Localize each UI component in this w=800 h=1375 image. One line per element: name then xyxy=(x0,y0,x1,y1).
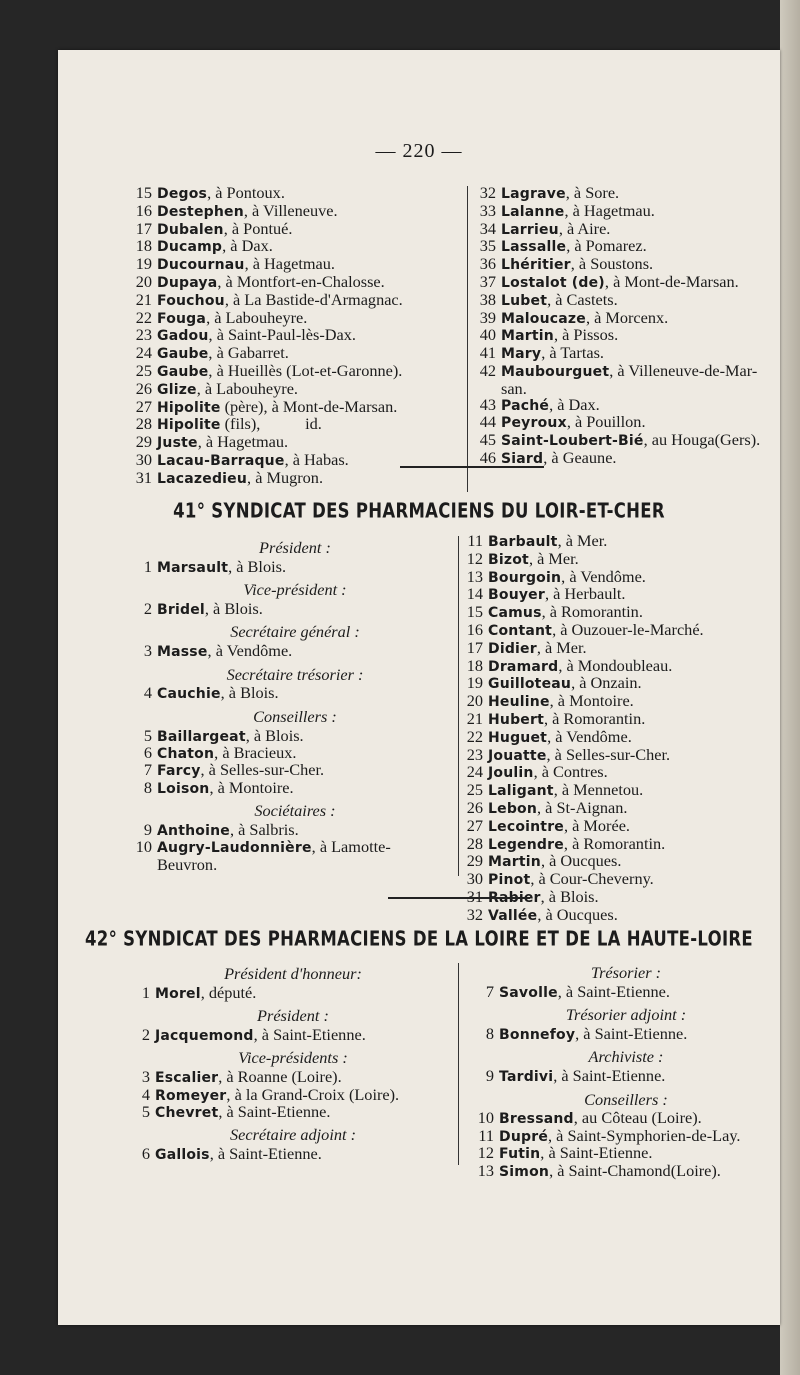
entry-number: 26 xyxy=(135,378,152,398)
entry-number: 22 xyxy=(466,726,483,746)
entry-location: , à Saint-Chamond(Loire). xyxy=(549,1160,721,1180)
entry-location: , à Mer. xyxy=(557,531,608,550)
entry-name: Bonnefoy xyxy=(499,1027,576,1043)
entry-number: 46 xyxy=(479,447,496,467)
entry-location: , à Romorantin. xyxy=(563,833,666,853)
entry-location: , à Saint-Etienne. xyxy=(557,981,670,1001)
entry-number: 24 xyxy=(135,343,152,363)
entry-name: Jacquemond xyxy=(155,1028,254,1044)
section-42-title: 42° SYNDICAT DES PHARMACIENS DE LA LOIRE ET DE LA HAUTE-LOIRE xyxy=(85,926,753,951)
entry-location: , à Castets. xyxy=(547,289,618,309)
entry-location: , à la Grand-Croix (Loire). xyxy=(226,1084,400,1104)
entry-name: Fouchou xyxy=(157,292,225,309)
entry-location: , à Montoire. xyxy=(549,691,634,711)
entry-location: , à Vendôme. xyxy=(547,726,632,746)
entry-location: , à Sore. xyxy=(565,183,620,202)
entry-location: , à Gabarret. xyxy=(208,343,289,363)
entry-name: Gaube xyxy=(157,346,209,363)
entry-location: , à Dax. xyxy=(222,236,273,256)
entry-location: , à Contres. xyxy=(533,762,608,782)
entry-location: Beuvron. xyxy=(157,854,218,874)
list-item xyxy=(474,271,780,292)
entry-name: Chaton xyxy=(157,746,215,763)
entry-number: 28 xyxy=(466,833,483,853)
entry-name: Lhéritier xyxy=(501,257,571,274)
entry-location: , à Labouheyre. xyxy=(196,378,298,398)
list-item xyxy=(130,416,460,434)
entry-name: Bouyer xyxy=(488,587,545,604)
entry-name: Anthoine xyxy=(157,823,230,840)
entry-name: Marsault xyxy=(157,559,229,576)
entry-number: 41 xyxy=(479,343,496,363)
entry-location: , à Blois. xyxy=(204,599,263,618)
entry-location: , à Mugron. xyxy=(247,467,324,487)
entry-name: Martin xyxy=(488,854,541,871)
entry-name: Paché xyxy=(501,397,550,414)
entry-location: , à Saint-Etienne. xyxy=(218,1102,331,1122)
entry-number: 35 xyxy=(479,236,496,256)
list-item xyxy=(130,643,460,660)
entry-location: , à Herbault. xyxy=(544,584,626,604)
page-number: — 220 — xyxy=(375,140,463,162)
list-item xyxy=(130,685,460,702)
entry-number: 17 xyxy=(466,637,483,657)
entry-name: Augry-Laudonnière xyxy=(157,840,312,857)
list-item xyxy=(130,777,460,797)
entry-name: Gadou xyxy=(157,328,209,345)
entry-name: Glize xyxy=(157,381,197,398)
entry-name: Morel xyxy=(155,985,201,1002)
list-item xyxy=(461,744,780,765)
role-heading: Président d'honneur: xyxy=(224,964,362,983)
entry-location: , à Saint-Etienne. xyxy=(540,1143,653,1163)
entry-name: Didier xyxy=(488,640,537,657)
entry-name: Gallois xyxy=(155,1147,210,1164)
entry-name: Lostalot (de) xyxy=(501,274,605,291)
entry-number: 16 xyxy=(466,619,483,639)
role-heading: Vice-présidents : xyxy=(238,1048,348,1068)
list-item xyxy=(128,982,458,1002)
entry-name: Gaube xyxy=(157,363,209,380)
entry-location: , à Pouillon. xyxy=(566,412,646,432)
entry-number: 20 xyxy=(135,271,152,291)
entry-number: 2 xyxy=(141,1025,150,1044)
entry-location: , à Hueillès (Lot-et-Garonne). xyxy=(208,360,403,380)
entry-number: 20 xyxy=(466,691,483,711)
entry-number: 30 xyxy=(135,449,152,469)
section-41-left xyxy=(130,534,460,873)
role-heading: Trésorier adjoint : xyxy=(565,1005,687,1025)
entry-name: Hipolite xyxy=(157,417,221,434)
entry-number: 43 xyxy=(479,394,496,414)
role-heading: Trésorier : xyxy=(590,963,662,982)
entry-number: 27 xyxy=(135,396,152,416)
entry-name: Destephen xyxy=(157,203,244,220)
list-item xyxy=(472,1160,780,1180)
list-item xyxy=(474,307,780,328)
role-heading: Archiviste : xyxy=(588,1047,664,1067)
section-41-right xyxy=(461,533,780,925)
entry-number: 3 xyxy=(143,641,152,661)
entry-number: 18 xyxy=(135,236,152,256)
entry-number: 12 xyxy=(477,1143,494,1163)
entry-location: , à Pontué. xyxy=(223,218,293,238)
entry-number: 13 xyxy=(477,1160,494,1180)
entry-name: Escalier xyxy=(155,1070,219,1087)
section-42-right xyxy=(472,959,780,1180)
entry-location: , à Hagetmau. xyxy=(564,200,655,220)
list-item xyxy=(474,327,780,345)
entry-number: 23 xyxy=(466,744,483,764)
entry-location: (père), à Mont-de-Marsan. xyxy=(220,396,398,416)
entry-location: , à Pomarez. xyxy=(566,236,647,256)
entry-number: 7 xyxy=(143,760,152,780)
entry-number: 36 xyxy=(479,254,496,274)
entry-name: Savolle xyxy=(499,984,558,1001)
entry-number: 7 xyxy=(485,981,494,1001)
section-42-left xyxy=(128,960,458,1164)
entry-number: 42 xyxy=(479,360,496,380)
entry-number: 26 xyxy=(466,797,483,817)
list-item xyxy=(130,601,460,618)
entry-location: , à St-Aignan. xyxy=(537,797,628,817)
entry-name: Dramard xyxy=(488,658,559,675)
entry-location: , à Tartas. xyxy=(541,343,604,363)
entry-location: , à Hagetmau. xyxy=(197,432,289,452)
role-heading: Secrétaire général : xyxy=(230,622,360,642)
entry-name: Barbault xyxy=(488,534,558,550)
list-item xyxy=(474,432,780,450)
entry-name: Juste xyxy=(157,435,198,452)
entry-name: Mary xyxy=(501,346,542,363)
entry-location: , à Blois. xyxy=(220,683,279,703)
list-item xyxy=(461,904,780,925)
role-heading: Conseillers : xyxy=(584,1089,668,1109)
entry-name: Chevret xyxy=(155,1105,219,1122)
entry-name: Saint-Loubert-Bié xyxy=(501,433,644,450)
entry-number: 37 xyxy=(479,271,496,291)
entry-location: , à Blois. xyxy=(228,556,287,576)
entry-location: , à Saint-Symphorien-de-Lay. xyxy=(548,1125,741,1145)
entry-location: , à Selles-sur-Cher. xyxy=(546,744,671,764)
entry-location: , à Vendôme. xyxy=(207,641,293,661)
entry-location: , à Saint-Etienne. xyxy=(553,1066,666,1086)
entry-location: san. xyxy=(501,378,527,398)
entry-name: Peyroux xyxy=(501,415,567,432)
entry-location: , à Geaune. xyxy=(543,447,617,467)
entry-location: , à Mer. xyxy=(536,637,587,657)
list-item xyxy=(130,467,460,488)
document-page xyxy=(58,50,780,1325)
entry-name: Futin xyxy=(499,1146,541,1163)
section-separator xyxy=(388,897,530,899)
entry-location: , à Dax. xyxy=(549,394,600,414)
entry-location: , à Salbris. xyxy=(229,820,299,840)
list-item xyxy=(128,1027,458,1044)
entry-location: , à Pontoux. xyxy=(207,183,285,202)
entry-location: , à Saint-Paul-lès-Dax. xyxy=(208,325,356,345)
entry-number: 22 xyxy=(135,307,152,327)
entry-name: Dupré xyxy=(499,1128,549,1145)
entry-name: Camus xyxy=(488,605,542,622)
entry-number: 8 xyxy=(485,1024,494,1043)
entry-location: , à Labouheyre. xyxy=(206,307,308,327)
entry-name: Legendre xyxy=(488,836,564,853)
entry-number: 3 xyxy=(141,1067,150,1087)
entry-name: Jouatte xyxy=(488,747,547,764)
entry-name: Larrieu xyxy=(501,221,559,238)
entry-number: 4 xyxy=(143,683,152,703)
entry-location: , à Blois. xyxy=(540,886,599,906)
entry-location: , à Mennetou. xyxy=(553,780,644,800)
entry-name: Lalanne xyxy=(501,203,565,220)
entry-number: 14 xyxy=(466,584,483,604)
entry-number: 15 xyxy=(466,602,483,622)
entry-number: 29 xyxy=(135,432,152,452)
entry-name: Bressand xyxy=(499,1111,574,1128)
list-item xyxy=(461,619,780,640)
entry-name: Guilloteau xyxy=(488,676,572,693)
entry-number: 18 xyxy=(466,655,483,675)
entry-number: 34 xyxy=(479,218,496,238)
role-heading: Secrétaire adjoint : xyxy=(230,1125,356,1145)
section-41-title: 41° SYNDICAT DES PHARMACIENS DU LOIR-ET-CHER xyxy=(173,498,665,523)
entry-name: Heuline xyxy=(488,694,550,711)
entry-number: 6 xyxy=(141,1144,150,1164)
entry-number: 29 xyxy=(466,851,483,871)
entry-location: , député. xyxy=(200,982,257,1002)
list-item xyxy=(130,822,460,839)
list-item xyxy=(474,200,780,221)
entry-location: , à Pissos. xyxy=(553,325,619,345)
entry-location: , à Morée. xyxy=(564,815,630,835)
entry-number: 5 xyxy=(141,1102,150,1122)
entry-number: 45 xyxy=(479,430,496,450)
entry-location: , à Onzain. xyxy=(571,673,642,693)
entry-name: Baillargeat xyxy=(157,728,246,745)
entry-name: Lebon xyxy=(488,800,538,817)
entry-name: Dubalen xyxy=(157,221,224,238)
entry-number: 24 xyxy=(466,762,483,782)
role-heading: Conseillers : xyxy=(253,706,337,726)
entry-name: Joulin xyxy=(488,765,534,782)
entry-location: , à Vendôme. xyxy=(561,566,646,586)
column-divider xyxy=(458,963,459,1165)
entry-name: Bourgoin xyxy=(488,569,562,586)
entry-number: 31 xyxy=(135,467,152,487)
entry-location: , à Montfort-en-Chalosse. xyxy=(217,271,385,291)
list-item xyxy=(461,533,780,551)
entry-name: Lacazedieu xyxy=(157,470,248,487)
list-item xyxy=(130,200,460,221)
entry-location: , à Mont-de-Marsan. xyxy=(604,271,739,291)
list-item xyxy=(130,762,460,779)
entry-number: 32 xyxy=(479,183,496,202)
entry-number: 31 xyxy=(466,886,483,906)
entry-number: 39 xyxy=(479,307,496,327)
entry-number: 44 xyxy=(479,412,496,432)
entry-name: Pinot xyxy=(488,872,531,889)
entry-location: , à Villeneuve. xyxy=(243,200,338,220)
entry-name: Vallée xyxy=(488,907,538,924)
entry-name: Bizot xyxy=(488,551,529,568)
entry-number: 10 xyxy=(477,1108,494,1128)
adjacent-page-edge xyxy=(780,0,800,1375)
entry-number: 12 xyxy=(466,548,483,568)
entry-number: 4 xyxy=(141,1084,150,1104)
entry-location: , à Saint-Etienne. xyxy=(575,1024,688,1043)
list-item xyxy=(472,1068,780,1085)
entry-location: , à Soustons. xyxy=(570,254,654,274)
entry-number: 16 xyxy=(135,200,152,220)
entry-name: Fouga xyxy=(157,310,207,327)
entry-location: , à Oucques. xyxy=(537,904,618,924)
entry-name: Maubourguet xyxy=(501,363,610,380)
section-separator xyxy=(400,466,544,468)
entry-name: Degos xyxy=(157,186,208,202)
entry-number: 9 xyxy=(485,1066,494,1086)
entry-name: Tardivi xyxy=(499,1069,554,1086)
entry-name: Bridel xyxy=(157,602,205,618)
list-item xyxy=(128,1104,458,1121)
entry-number: 19 xyxy=(135,254,152,274)
entry-location: , au Houga(Gers). xyxy=(643,430,761,450)
role-heading: Secrétaire trésorier : xyxy=(226,664,364,684)
entry-name: Masse xyxy=(157,644,208,661)
entry-name: Ducournau xyxy=(157,257,245,274)
entry-number: 27 xyxy=(466,815,483,835)
entry-location: , à Roanne (Loire). xyxy=(218,1067,342,1087)
list-item xyxy=(474,378,780,398)
entry-name: Lagrave xyxy=(501,186,566,202)
role-heading: Président : xyxy=(259,538,331,557)
entry-location: , à Romorantin. xyxy=(541,602,643,622)
entry-name: Romeyer xyxy=(155,1087,227,1104)
entry-name: Contant xyxy=(488,622,553,639)
entry-name: Loison xyxy=(157,780,210,797)
entry-name: Ducamp xyxy=(157,239,223,256)
entry-number: 30 xyxy=(466,869,483,889)
top-list-left xyxy=(130,185,460,488)
entry-number: 21 xyxy=(135,289,152,309)
top-list-right xyxy=(474,185,780,468)
entry-location: , à Ouzouer-le-Marché. xyxy=(552,619,704,639)
entry-name: Lacau-Barraque xyxy=(157,452,285,469)
entry-number: 33 xyxy=(479,200,496,220)
role-heading: Président : xyxy=(257,1006,329,1026)
entry-location: , à Selles-sur-Cher. xyxy=(200,760,325,780)
entry-number: 6 xyxy=(143,743,152,763)
entry-number: 28 xyxy=(135,414,152,434)
column-divider xyxy=(467,186,468,492)
entry-location: , à Aire. xyxy=(558,218,611,238)
entry-name: Lecointre xyxy=(488,818,564,835)
entry-name: Farcy xyxy=(157,763,201,780)
entry-name: Hubert xyxy=(488,711,544,728)
entry-location: , à Mondoubleau. xyxy=(558,655,673,675)
entry-number: 32 xyxy=(466,904,483,924)
entry-number: 19 xyxy=(466,673,483,693)
entry-location: , à Romorantin. xyxy=(544,708,646,728)
entry-location: , à La Bastide-d'Armagnac. xyxy=(224,289,403,309)
entry-location: , à Saint-Etienne. xyxy=(209,1144,322,1164)
entry-name: Lassalle xyxy=(501,239,567,256)
entry-number: 2 xyxy=(143,599,152,618)
entry-location: , à Habas. xyxy=(284,449,349,469)
entry-location: , à Cour-Cheverny. xyxy=(530,869,654,889)
entry-location: (fils), id. xyxy=(220,414,322,434)
entry-location: , à Blois. xyxy=(245,725,304,745)
entry-number: 25 xyxy=(466,780,483,800)
entry-location: , à Morcenx. xyxy=(585,307,669,327)
entry-number: 10 xyxy=(135,837,152,857)
entry-location: , à Bracieux. xyxy=(214,743,297,763)
list-item xyxy=(472,1026,780,1043)
entry-location: , au Côteau (Loire). xyxy=(573,1108,702,1128)
entry-number: 8 xyxy=(143,777,152,797)
role-heading: Vice-président : xyxy=(243,580,347,600)
entry-number: 13 xyxy=(466,566,483,586)
entry-name: Rabier xyxy=(488,889,541,906)
entry-location: , à Hagetmau. xyxy=(244,254,335,274)
list-item xyxy=(130,854,460,874)
entry-number: 17 xyxy=(135,218,152,238)
entry-number: 25 xyxy=(135,360,152,380)
entry-number: 11 xyxy=(467,531,483,550)
column-divider xyxy=(458,536,459,876)
entry-location: , à Mer. xyxy=(528,548,579,568)
entry-location: , à Lamotte- xyxy=(311,837,391,857)
entry-name: Laligant xyxy=(488,783,554,800)
list-item xyxy=(128,1146,458,1163)
entry-name: Lubet xyxy=(501,292,548,309)
entry-location: , à Saint-Etienne. xyxy=(253,1025,366,1044)
entry-number: 11 xyxy=(478,1125,494,1145)
entry-number: 38 xyxy=(479,289,496,309)
entry-name: Cauchie xyxy=(157,686,221,703)
entry-name: Siard xyxy=(501,450,544,467)
entry-name: Hipolite xyxy=(157,399,221,416)
entry-number: 40 xyxy=(479,325,496,345)
entry-location: , à Oucques. xyxy=(540,851,622,871)
entry-name: Maloucaze xyxy=(501,310,586,327)
list-item xyxy=(472,981,780,1001)
entry-number: 15 xyxy=(135,183,152,202)
role-heading: Sociétaires : xyxy=(254,801,336,821)
entry-number: 21 xyxy=(466,708,483,728)
entry-number: 5 xyxy=(143,725,152,745)
entry-name: Martin xyxy=(501,328,554,345)
entry-name: Simon xyxy=(499,1163,550,1180)
entry-name: Dupaya xyxy=(157,274,218,291)
list-item xyxy=(130,556,460,576)
entry-location: , à Villeneuve-de-Mar- xyxy=(609,360,758,380)
list-item xyxy=(130,327,460,345)
entry-number: 1 xyxy=(141,982,150,1002)
entry-number: 23 xyxy=(135,325,152,345)
list-item xyxy=(130,218,460,239)
list-item xyxy=(461,871,780,889)
entry-number: 9 xyxy=(143,820,152,840)
entry-name: Huguet xyxy=(488,729,548,746)
entry-location: , à Montoire. xyxy=(209,777,294,797)
entry-number: 1 xyxy=(143,556,152,576)
